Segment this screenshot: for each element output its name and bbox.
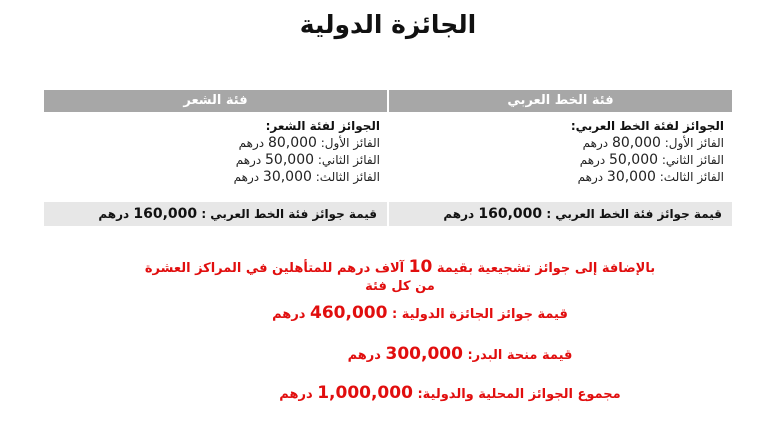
- prize-label: الفائز الثالث:: [659, 170, 724, 184]
- prize-label: الفائز الأول:: [664, 136, 724, 150]
- prizes-table: [44, 90, 732, 226]
- prize-amount: 50,000: [609, 152, 659, 168]
- prize-label: الفائز الثالث:: [315, 170, 380, 184]
- prize-label: الفائز الأول:: [320, 136, 380, 150]
- calligraphy-total: [389, 202, 732, 226]
- prize-label: الفائز الثاني:: [661, 153, 724, 167]
- prize-line: [52, 135, 380, 152]
- incentive-text-before: بالإضافة إلى جوائز تشجيعية بقيمة: [436, 261, 656, 276]
- international-unit: درهم: [272, 307, 306, 322]
- incentive-amount: 10: [408, 257, 433, 277]
- grant-label: قيمة منحة البدر:: [467, 348, 573, 363]
- international-label: قيمة جوائز الجائزة الدولية :: [391, 307, 568, 322]
- international-amount: 460,000: [310, 303, 388, 323]
- international-prize-total: [200, 303, 640, 323]
- prize-amount: 80,000: [611, 135, 661, 151]
- prize-amount: 30,000: [606, 169, 656, 185]
- poetry-prizes-cell: [44, 112, 388, 202]
- prize-amount: 30,000: [262, 169, 312, 185]
- page-title: الجائزة الدولية: [299, 10, 477, 39]
- prize-label: الفائز الثاني:: [317, 153, 380, 167]
- incentive-line-1: [140, 258, 660, 278]
- prize-line: [396, 152, 724, 169]
- poetry-prizes-heading: الجوائز لفئة الشعر:: [265, 119, 380, 133]
- incentive-text-after: آلاف درهم للمتأهلين في المراكز العشرة: [144, 261, 405, 276]
- grant-amount: 300,000: [385, 344, 463, 364]
- poetry-total: [44, 202, 389, 226]
- prize-line: [396, 169, 724, 186]
- prize-amount: 80,000: [267, 135, 317, 151]
- incentive-note: [140, 258, 660, 296]
- prize-unit: درهم: [579, 153, 606, 167]
- total-label: قيمة جوائز فئة الخط العربي :: [201, 207, 377, 221]
- grand-total-label: مجموع الجوائز المحلية والدولية:: [417, 387, 621, 402]
- table-total-row: [44, 202, 732, 226]
- header-poetry: فئة الشعر: [44, 90, 389, 112]
- table-body-row: [44, 112, 732, 202]
- prize-line: [396, 135, 724, 152]
- table-header-row: [44, 90, 732, 112]
- prize-unit: درهم: [235, 153, 262, 167]
- albadr-grant: [280, 344, 640, 364]
- calligraphy-prizes-cell: [388, 112, 732, 202]
- prize-line: [52, 152, 380, 169]
- grant-unit: درهم: [347, 348, 381, 363]
- grand-total: [220, 383, 680, 403]
- prize-unit: درهم: [233, 170, 260, 184]
- total-unit: درهم: [443, 207, 475, 221]
- total-label: قيمة جوائز فئة الخط العربي :: [546, 207, 722, 221]
- prize-line: [52, 169, 380, 186]
- prize-unit: درهم: [238, 136, 265, 150]
- calligraphy-prizes-heading: الجوائز لفئة الخط العربي:: [570, 119, 724, 133]
- header-calligraphy: فئة الخط العربي: [389, 90, 732, 112]
- prize-unit: درهم: [577, 170, 604, 184]
- grand-total-amount: 1,000,000: [317, 383, 413, 403]
- prize-unit: درهم: [582, 136, 609, 150]
- total-amount: 160,000: [133, 206, 198, 222]
- incentive-line-2: من كل فئة: [365, 279, 435, 294]
- grand-total-unit: درهم: [279, 387, 313, 402]
- total-amount: 160,000: [478, 206, 543, 222]
- prize-amount: 50,000: [265, 152, 315, 168]
- total-unit: درهم: [98, 207, 130, 221]
